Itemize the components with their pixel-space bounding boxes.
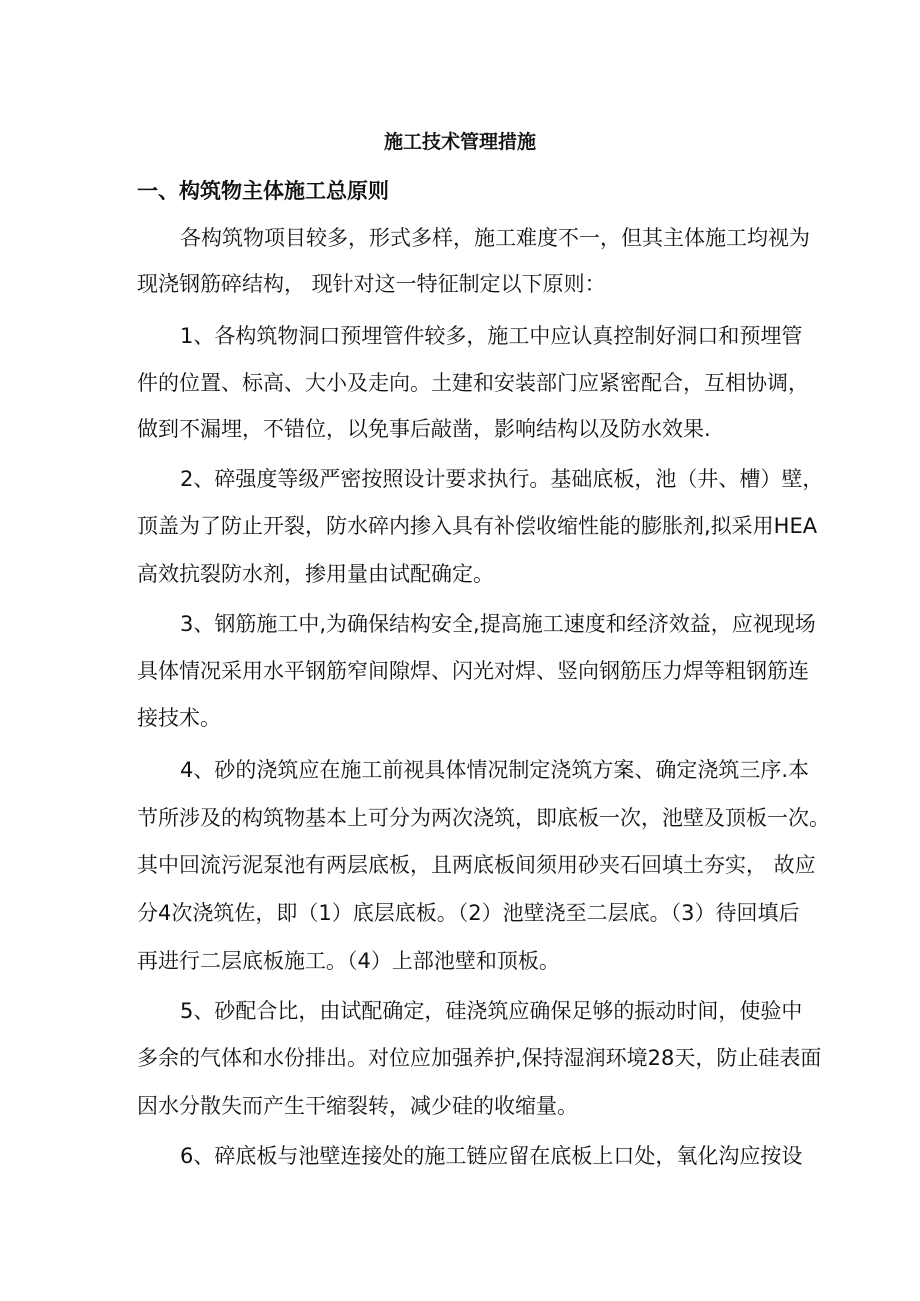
paragraph-line: 3、钢筋施工中,为确保结构安全,提高施工速度和经济效益，应视现场 bbox=[180, 612, 816, 636]
paragraph-line: 各构筑物项目较多，形式多样，施工难度不一，但其主体施工均视为 bbox=[180, 226, 810, 250]
paragraph-line: 5、砂配合比，由试配确定，硅浇筑应确保足够的振动时间，使验中 bbox=[180, 999, 803, 1023]
paragraph-line: 具体情况采用水平钢筋窄间隙焊、闪光对焊、竖向钢筋压力焊等粗钢筋连 bbox=[137, 659, 809, 683]
paragraph-line: 顶盖为了防止开裂，防水碎内掺入具有补偿收缩性能的膨胀剂,拟采用HEA bbox=[137, 514, 818, 538]
paragraph-line: 件的位置、标高、大小及走向。土建和安装部门应紧密配合，互相协调， bbox=[137, 371, 809, 395]
paragraph-line: 2、碎强度等级严密按照设计要求执行。基础底板，池（井、槽）壁， bbox=[180, 467, 824, 491]
paragraph-line: 做到不漏埋，不错位，以免事后敲凿，影响结构以及防水效果. bbox=[137, 417, 711, 441]
paragraph-line: 现浇钢筋碎结构， 现针对这一特征制定以下原则： bbox=[137, 272, 606, 296]
paragraph-line: 高效抗裂防水剂，掺用量由试配确定。 bbox=[137, 562, 494, 586]
paragraph-line: 1、各构筑物洞口预埋管件较多，施工中应认真控制好洞口和预埋管 bbox=[180, 324, 803, 348]
paragraph-line: 因水分散失而产生干缩裂转，减少硅的收缩量。 bbox=[137, 1094, 578, 1118]
document-title: 施工技术管理措施 bbox=[383, 131, 536, 153]
section-heading: 一、构筑物主体施工总原则 bbox=[137, 179, 389, 203]
paragraph-line: 4、砂的浇筑应在施工前视具体情况制定浇筑方案、确定浇筑三序.本 bbox=[180, 758, 810, 782]
paragraph-line: 分4次浇筑佐，即（1）底层底板。（2）池壁浇至二层底。（3）待回填后 bbox=[137, 901, 800, 925]
paragraph-line: 多余的气体和水份排出。对位应加强养护,保持湿润环境28天，防止硅表面 bbox=[137, 1046, 822, 1070]
paragraph-line: 再进行二层底板施工。（4）上部池壁和顶板。 bbox=[137, 949, 560, 973]
paragraph-line: 其中回流污泥泵池有两层底板，且两底板间须用砂夹石回填土夯实， 故应 bbox=[137, 853, 816, 877]
paragraph-line: 接技术。 bbox=[137, 706, 221, 730]
paragraph-line: 节所涉及的构筑物基本上可分为两次浇筑，即底板一次，池壁及顶板一次。 bbox=[137, 806, 830, 830]
paragraph-line: 6、碎底板与池壁连接处的施工链应留在底板上口处，氧化沟应按设 bbox=[180, 1144, 803, 1168]
